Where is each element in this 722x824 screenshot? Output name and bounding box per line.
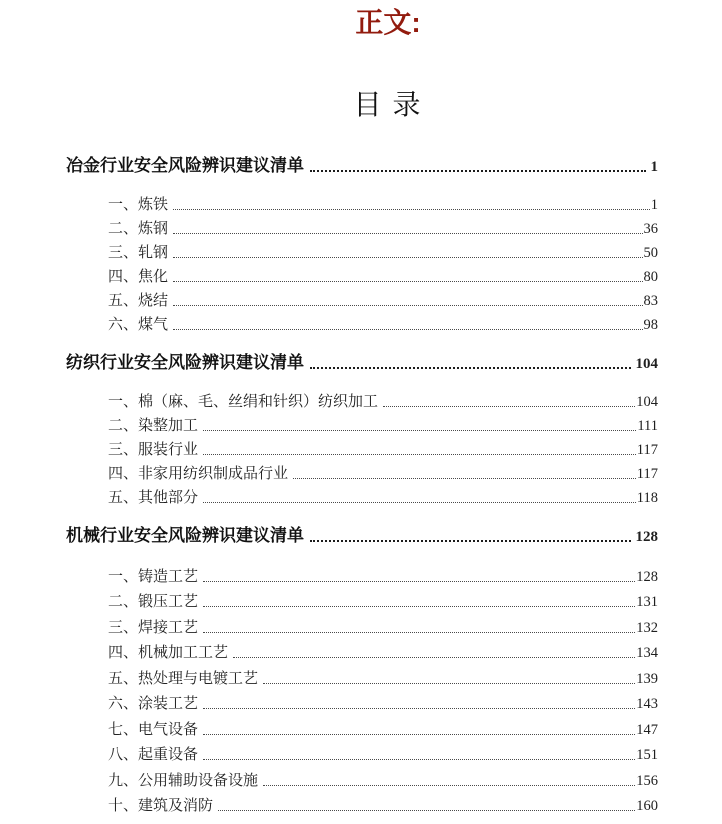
toc-entry[interactable] bbox=[66, 764, 658, 790]
toc-entry-label: 一、炼铁 bbox=[108, 197, 169, 213]
toc-entry[interactable] bbox=[66, 611, 658, 637]
toc-page-number: 36 bbox=[643, 221, 658, 237]
toc-section-heading-metallurgy[interactable] bbox=[66, 152, 658, 176]
dot-leader bbox=[203, 454, 636, 455]
toc-entry[interactable] bbox=[66, 214, 658, 238]
toc-section-items bbox=[66, 560, 658, 815]
toc-entry-label: 四、非家用纺织制成品行业 bbox=[108, 466, 289, 482]
toc-page-number: 117 bbox=[636, 466, 658, 482]
toc-entry-label: 六、涂装工艺 bbox=[108, 696, 199, 712]
toc-entry-label: 五、其他部分 bbox=[108, 490, 199, 506]
toc-entry-label: 五、烧结 bbox=[108, 293, 169, 309]
toc-entry[interactable] bbox=[66, 688, 658, 714]
toc-page-number: 118 bbox=[636, 490, 658, 506]
toc-entry[interactable] bbox=[66, 411, 658, 435]
toc-entry[interactable] bbox=[66, 387, 658, 411]
toc-entry-label: 四、机械加工工艺 bbox=[108, 645, 229, 661]
dot-leader bbox=[203, 502, 636, 503]
toc-page-number: 160 bbox=[636, 798, 658, 814]
toc-entry-label: 二、锻压工艺 bbox=[108, 594, 199, 610]
document-page bbox=[0, 6, 722, 824]
toc-page-number: 128 bbox=[635, 529, 658, 545]
toc-section-items bbox=[66, 387, 658, 507]
toc-page-number: 156 bbox=[636, 772, 658, 789]
toc-entry[interactable] bbox=[66, 238, 658, 262]
dot-leader bbox=[383, 406, 635, 407]
dot-leader bbox=[310, 367, 631, 369]
table-of-contents bbox=[66, 152, 658, 815]
toc-entry[interactable] bbox=[66, 435, 658, 459]
toc-page-number: 98 bbox=[643, 317, 658, 333]
dot-leader bbox=[310, 540, 631, 542]
toc-entry[interactable] bbox=[66, 286, 658, 310]
toc-page-number: 83 bbox=[643, 293, 658, 309]
dot-leader bbox=[203, 581, 635, 582]
toc-entry-label: 三、焊接工艺 bbox=[108, 619, 199, 636]
dot-leader bbox=[203, 606, 635, 607]
toc-title: 目 录 bbox=[353, 90, 423, 121]
toc-page-number: 104 bbox=[635, 356, 658, 372]
toc-entry[interactable] bbox=[66, 790, 658, 816]
toc-page-number: 139 bbox=[636, 670, 658, 687]
toc-page-number: 132 bbox=[636, 619, 658, 636]
dot-leader bbox=[203, 632, 635, 633]
dot-leader bbox=[203, 759, 635, 760]
toc-entry-label: 三、服装行业 bbox=[108, 442, 199, 458]
toc-entry-label: 二、炼钢 bbox=[108, 221, 169, 237]
dot-leader bbox=[173, 257, 642, 258]
dot-leader bbox=[203, 708, 635, 709]
dot-leader bbox=[263, 785, 635, 786]
toc-page-number: 147 bbox=[636, 721, 658, 738]
toc-page-number: 143 bbox=[636, 696, 658, 712]
toc-section-title: 机械行业安全风险辨识建议清单 bbox=[66, 526, 304, 545]
toc-page-number: 134 bbox=[636, 645, 658, 661]
dot-leader bbox=[293, 478, 636, 479]
toc-page-number: 131 bbox=[636, 594, 658, 610]
dot-leader bbox=[173, 281, 642, 282]
toc-entry[interactable] bbox=[66, 662, 658, 688]
toc-page-number: 1 bbox=[650, 197, 658, 213]
dot-leader bbox=[173, 233, 642, 234]
toc-section-heading-textile[interactable] bbox=[66, 349, 658, 373]
toc-page-number: 117 bbox=[636, 442, 658, 458]
toc-page-number: 151 bbox=[636, 747, 658, 763]
toc-entry[interactable] bbox=[66, 586, 658, 612]
dot-leader bbox=[310, 170, 646, 172]
dot-leader bbox=[173, 305, 642, 306]
toc-entry[interactable] bbox=[66, 483, 658, 507]
toc-section-title: 冶金行业安全风险辨识建议清单 bbox=[66, 156, 304, 175]
dot-leader bbox=[203, 430, 636, 431]
dot-leader bbox=[218, 810, 635, 811]
toc-page-number: 80 bbox=[643, 269, 658, 285]
toc-page-number: 50 bbox=[643, 245, 658, 261]
toc-entry[interactable] bbox=[66, 190, 658, 214]
toc-entry[interactable] bbox=[66, 262, 658, 286]
toc-section-items bbox=[66, 190, 658, 334]
dot-leader bbox=[233, 657, 635, 658]
toc-section-heading-machinery[interactable] bbox=[66, 522, 658, 546]
toc-entry-label: 八、起重设备 bbox=[108, 747, 199, 763]
toc-entry-label: 一、铸造工艺 bbox=[108, 568, 199, 585]
toc-page-number: 111 bbox=[637, 418, 658, 434]
toc-section-title: 纺织行业安全风险辨识建议清单 bbox=[66, 353, 304, 372]
toc-entry-label: 一、棉（麻、毛、丝绢和针织）纺织加工 bbox=[108, 394, 379, 410]
toc-entry-label: 三、轧钢 bbox=[108, 245, 169, 261]
toc-entry-label: 七、电气设备 bbox=[108, 721, 199, 738]
toc-entry[interactable] bbox=[66, 739, 658, 765]
dot-leader bbox=[263, 683, 635, 684]
toc-entry[interactable] bbox=[66, 713, 658, 739]
toc-entry[interactable] bbox=[66, 310, 658, 334]
toc-page-number: 104 bbox=[636, 394, 658, 410]
toc-page-number: 128 bbox=[636, 568, 658, 585]
toc-entry[interactable] bbox=[66, 459, 658, 483]
toc-page-number: 1 bbox=[650, 159, 658, 175]
dot-leader bbox=[203, 734, 635, 735]
toc-entry-label: 四、焦化 bbox=[108, 269, 169, 285]
dot-leader bbox=[173, 329, 642, 330]
body-text-label: 正文: bbox=[355, 7, 421, 38]
toc-entry-label: 六、煤气 bbox=[108, 317, 169, 333]
toc-entry-label: 二、染整加工 bbox=[108, 418, 199, 434]
toc-entry[interactable] bbox=[66, 637, 658, 663]
toc-entry-label: 十、建筑及消防 bbox=[108, 798, 214, 814]
toc-entry[interactable] bbox=[66, 560, 658, 586]
toc-entry-label: 五、热处理与电镀工艺 bbox=[108, 670, 259, 687]
toc-entry-label: 九、公用辅助设备设施 bbox=[108, 772, 259, 789]
dot-leader bbox=[173, 209, 650, 210]
